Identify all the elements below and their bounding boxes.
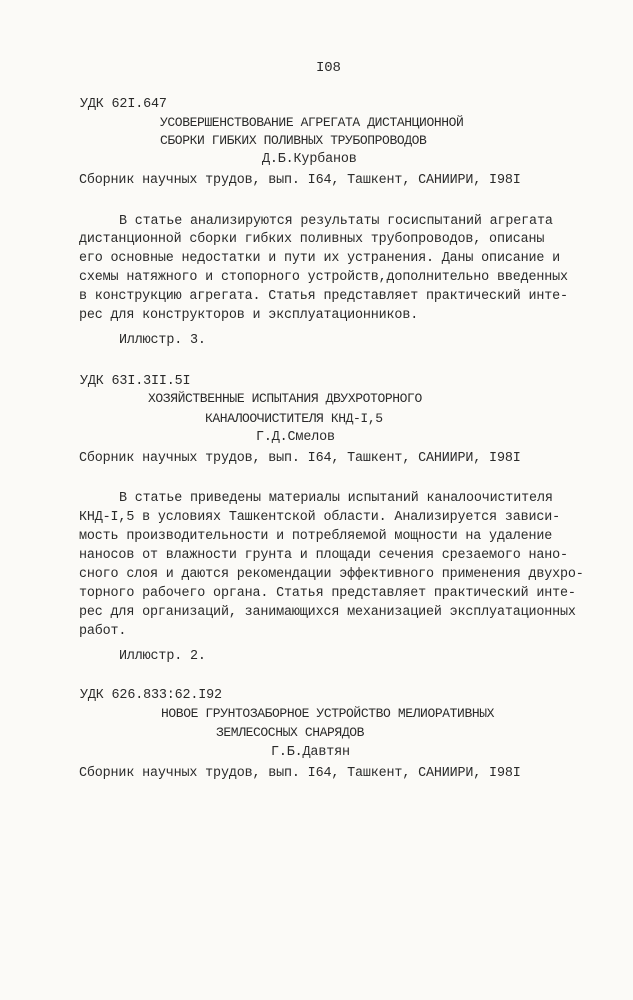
article-3-source: Сборник научных трудов, вып. I64, Ташкент, САНИИРИ, I98I (79, 766, 521, 781)
article-1-illustrations: Иллюстр. 3. (119, 333, 206, 348)
article-1-abstract-line-2: дистанционной сборки гибких поливных трубопроводов, описаны (79, 232, 545, 247)
article-2-title-line-2: КАНАЛООЧИСТИТЕЛЯ КНД-I,5 (205, 411, 383, 426)
article-2-abstract-line-6: торного рабочего органа. Статья представляет практический инте- (79, 586, 576, 601)
article-1-abstract-line-5: в конструкцию агрегата. Статья представляет практический инте- (79, 289, 568, 304)
article-2-abstract-line-8: работ. (79, 624, 127, 639)
article-3-title-line-2: ЗЕМЛЕСОСНЫХ СНАРЯДОВ (216, 725, 365, 740)
page-number: I08 (316, 60, 341, 76)
article-2-illustrations: Иллюстр. 2. (119, 649, 206, 664)
article-1-udk: УДК 62I.647 (80, 97, 167, 112)
article-1-abstract-line-3: его основные недостатки и пути их устранения. Даны описание и (79, 251, 561, 266)
article-2-source: Сборник научных трудов, вып. I64, Ташкент, САНИИРИ, I98I (79, 451, 521, 466)
article-2-author: Г.Д.Смелов (256, 430, 335, 445)
article-3-udk: УДК 626.833:62.I92 (80, 688, 222, 703)
article-1-title-line-1: УСОВЕРШЕНСТВОВАНИЕ АГРЕГАТА ДИСТАНЦИОННОЙ (160, 115, 464, 130)
article-2-abstract-line-7: рес для организаций, занимающихся механизацией эксплуатационных (79, 605, 576, 620)
article-2-abstract-line-2: КНД-I,5 в условиях Ташкентской области. Анализируется зависи- (79, 510, 561, 525)
article-1-abstract-line-4: схемы натяжного и стопорного устройств,дополнительно введенных (79, 270, 568, 285)
article-2-abstract-line-5: сного слоя и даются рекомендации эффективного применения двухро- (79, 567, 584, 582)
article-1-abstract-line-6: рес для конструкторов и эксплуатационников. (79, 308, 419, 323)
article-2-abstract-line-1: В статье приведены материалы испытаний каналоочистителя (119, 491, 553, 506)
article-2-udk: УДК 63I.3II.5I (80, 374, 191, 389)
article-2-abstract-line-4: наносов от влажности грунта и площади сечения срезаемого нано- (79, 548, 568, 563)
article-1-author: Д.Б.Курбанов (262, 152, 357, 167)
article-3-title-line-1: НОВОЕ ГРУНТОЗАБОРНОЕ УСТРОЙСТВО МЕЛИОРАТИВНЫХ (161, 706, 495, 721)
article-1-title-line-2: СБОРКИ ГИБКИХ ПОЛИВНЫХ ТРУБОПРОВОДОВ (160, 133, 427, 148)
article-1-abstract-line-1: В статье анализируются результаты госиспытаний агрегата (119, 214, 553, 229)
article-2-abstract-line-3: мость производительности и потребляемой мощности на удаление (79, 529, 553, 544)
article-1-source: Сборник научных трудов, вып. I64, Ташкент, САНИИРИ, I98I (79, 173, 521, 188)
article-3-author: Г.Б.Давтян (271, 745, 350, 760)
article-2-title-line-1: ХОЗЯЙСТВЕННЫЕ ИСПЫТАНИЯ ДВУХРОТОРНОГО (148, 391, 422, 406)
